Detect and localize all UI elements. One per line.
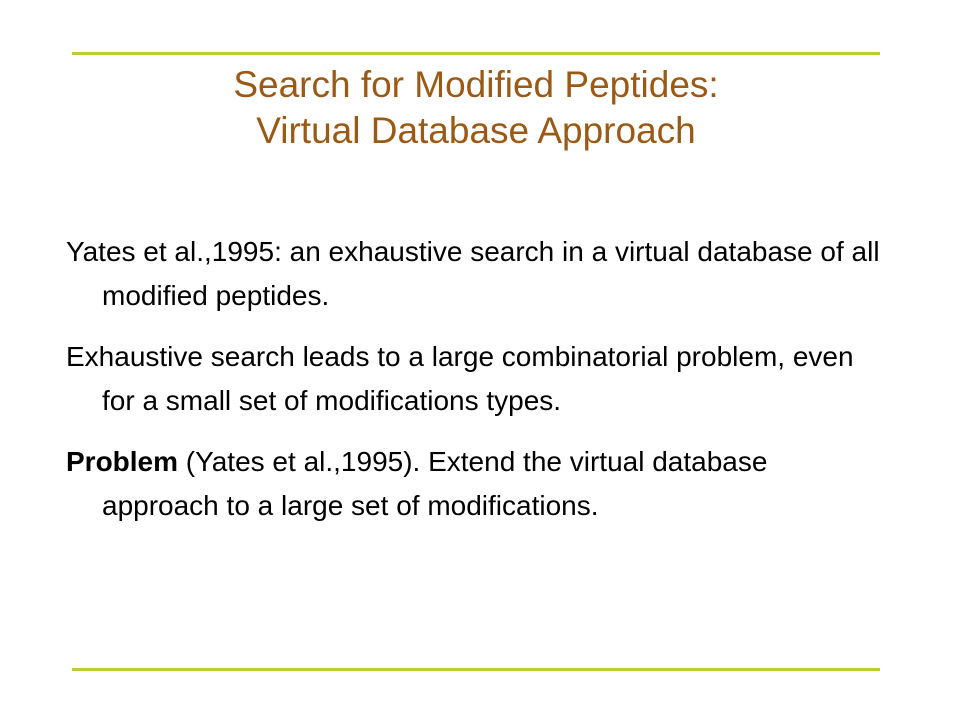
paragraph-yates-search: [66, 230, 886, 318]
slide-title-line-1: Search for Modified Peptides:: [233, 64, 719, 105]
paragraph-text: Exhaustive search leads to a large combinatorial problem, even for a small set of modifications types.: [66, 341, 854, 416]
problem-label: Problem: [66, 446, 179, 477]
paragraph-problem: [66, 440, 886, 528]
paragraph-exhaustive-search: [66, 335, 886, 423]
bottom-divider: [72, 668, 880, 671]
slide-body: [66, 230, 886, 545]
paragraph-text: Yates et al.,1995: an exhaustive search in a virtual database of all modified peptides.: [66, 236, 880, 311]
top-divider: [72, 52, 880, 55]
slide-title: [72, 62, 880, 154]
paragraph-text: (Yates et al.,1995). Extend the virtual database approach to a large set of modifications.: [102, 446, 768, 521]
slide-title-line-2: Virtual Database Approach: [256, 110, 696, 151]
